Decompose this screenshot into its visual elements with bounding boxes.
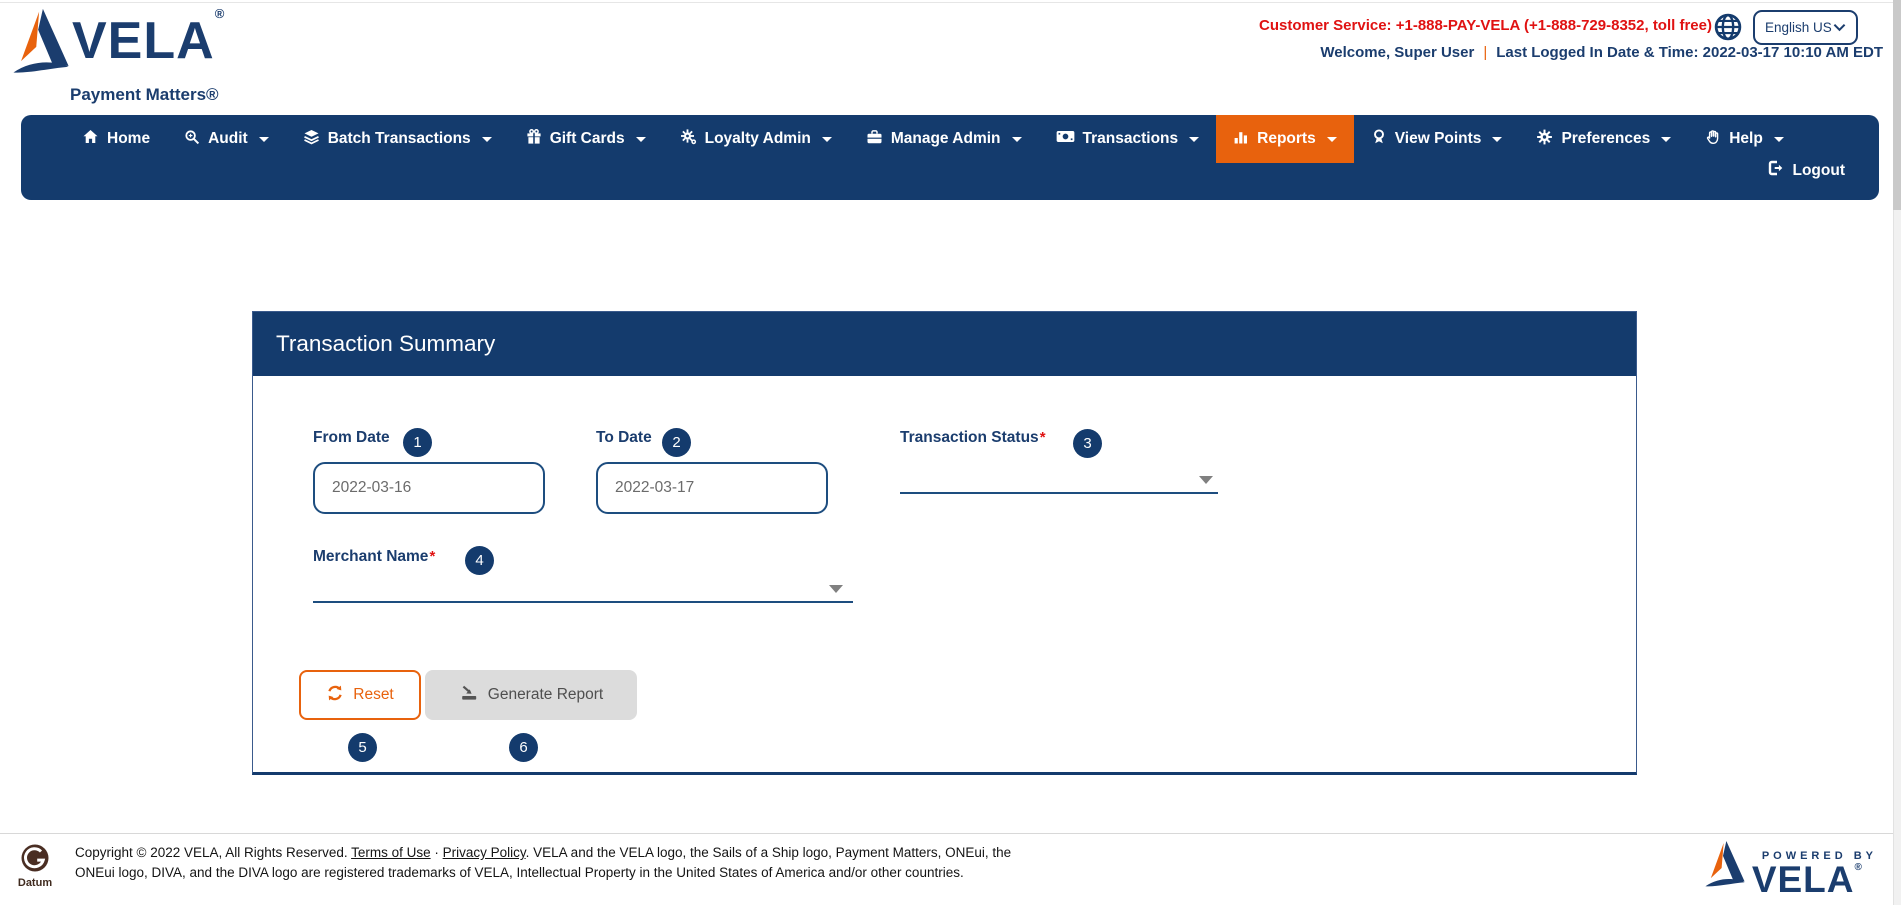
privacy-policy-link[interactable]: Privacy Policy [442,845,526,860]
caret-down-icon [1661,137,1671,142]
sail-logo-icon [1702,839,1748,898]
export-report-icon [459,684,479,707]
vela-logo [10,6,224,105]
gears-icon [680,129,697,150]
required-asterisk: * [429,548,436,565]
logout-icon [1767,160,1784,181]
required-asterisk: * [1039,429,1046,446]
footer-legal-text [75,843,1011,883]
gear-icon [1536,129,1553,150]
caret-down-icon [482,137,492,142]
terms-of-use-link[interactable]: Terms of Use [351,845,431,860]
from-date-label: From Date [313,429,390,446]
medal-icon [1371,129,1387,150]
nav-item-transactions[interactable] [1039,115,1217,163]
from-date-input[interactable] [313,462,545,514]
nav-item-manage-admin[interactable] [849,115,1039,163]
caret-down-icon [1327,137,1337,142]
customer-service-text: Customer Service: +1-888-PAY-VELA (+1-888-729-8352, toll free) [1259,17,1712,34]
footer-line-2: ONEui logo, DIVA, and the DIVA logo are registered trademarks of VELA, Intellectual Property in the United States of America and/or other countries. [75,865,964,880]
welcome-separator: | [1483,44,1488,61]
merchant-name-dropdown-caret-icon[interactable] [829,585,843,593]
nav-item-label: Manage Admin [890,130,1001,147]
nav-item-home[interactable] [65,115,167,163]
nav-item-label: View Points [1394,130,1482,147]
reset-button-label: Reset [353,686,394,703]
caret-down-icon [1492,137,1502,142]
nav-item-label: Audit [208,130,248,147]
welcome-text: Welcome, Super User [1320,44,1475,61]
reset-button[interactable] [299,670,421,720]
nav-item-view-points[interactable] [1354,115,1520,163]
nav-item-label: Loyalty Admin [704,130,811,147]
powered-registered-mark: ® [1854,862,1862,873]
to-date-label: To Date [596,429,652,446]
scrollbar-thumb[interactable] [1893,0,1901,210]
caret-down-icon [1774,137,1784,142]
powered-by-vela-logo [1702,839,1877,898]
transaction-summary-card [252,311,1637,775]
banknote-icon [1056,129,1075,149]
annotation-badge-2: 2 [662,428,691,457]
nav-item-label: Reports [1257,130,1316,147]
powered-by-text: POWERED BY [1761,850,1877,862]
briefcase-icon [866,129,883,150]
top-divider [0,2,1901,3]
brand-tagline: Payment Matters® [70,85,219,104]
globe-icon [1714,13,1742,46]
datum-label: Datum [17,877,53,889]
last-login-text: Last Logged In Date & Time: 2022-03-17 10:10 AM EDT [1496,44,1883,61]
nav-item-label: Gift Cards [549,130,625,147]
generate-report-button-label: Generate Report [487,686,604,703]
nav-item-label: Help [1729,130,1763,147]
magnifier-icon [184,129,200,150]
nav-item-label: Batch Transactions [327,130,471,147]
transaction-status-dropdown-caret-icon[interactable] [1199,476,1213,484]
caret-down-icon [259,137,269,142]
nav-item-batch-transactions[interactable] [286,115,509,163]
hand-icon [1705,129,1721,150]
annotation-badge-4: 4 [465,546,494,575]
annotation-badge-6: 6 [509,733,538,762]
annotation-badge-3: 3 [1073,429,1102,458]
logout-button[interactable] [1767,160,1845,181]
layers-icon [303,129,320,150]
welcome-bar [1320,44,1883,61]
card-body [253,376,1636,772]
caret-down-icon [636,137,646,142]
brand-name: VELA [72,12,215,70]
nav-item-gift-cards[interactable] [509,115,663,163]
nav-item-loyalty-admin[interactable] [663,115,849,163]
sail-logo-icon [10,6,72,87]
caret-down-icon [1189,137,1199,142]
scrollbar-track[interactable] [1893,0,1901,905]
annotation-badge-1: 1 [403,428,432,457]
nav-item-label: Preferences [1561,130,1651,147]
caret-down-icon [822,137,832,142]
nav-item-preferences[interactable] [1519,115,1688,163]
nav-item-reports[interactable] [1216,115,1354,163]
transaction-status-label: Transaction Status* [900,429,1046,446]
footer-line-1: Copyright © 2022 VELA, All Rights Reserved. Terms of Use · Privacy Policy. VELA and the VELA logo, the Sails of a Ship logo, Payment Matters, ONEui, the [75,845,1012,860]
nav-item-label: Home [107,130,151,147]
nav-item-audit[interactable] [167,115,286,163]
merchant-name-label: Merchant Name* [313,548,436,565]
nav-item-help[interactable] [1688,115,1801,163]
footer [0,833,1901,905]
annotation-badge-5: 5 [348,733,377,762]
bar-chart-icon [1233,129,1249,150]
logout-label: Logout [1792,161,1845,179]
powered-brand-text: VELA [1751,859,1855,900]
page-title: Transaction Summary [276,331,496,356]
generate-report-button[interactable] [425,670,637,720]
brand-registered-mark: ® [214,6,225,21]
language-selected-value: English US [1765,20,1832,35]
datum-logo [13,842,57,889]
card-header [253,312,1636,376]
gift-icon [526,129,542,150]
main-navigation [21,115,1879,200]
refresh-icon [326,684,344,707]
transaction-status-select[interactable] [900,492,1218,494]
merchant-name-select[interactable] [313,601,853,603]
caret-down-icon [1012,137,1022,142]
language-select[interactable] [1753,10,1858,45]
chevron-down-icon [1833,20,1846,35]
to-date-input[interactable] [596,462,828,514]
nav-item-label: Transactions [1082,130,1179,147]
home-icon [82,129,99,150]
